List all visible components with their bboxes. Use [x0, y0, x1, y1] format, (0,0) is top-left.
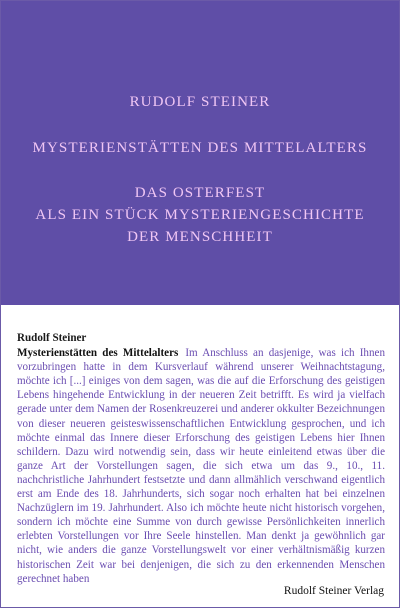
cover-title-panel: [1, 1, 399, 305]
publisher-name: Rudolf Steiner Verlag: [283, 585, 384, 597]
blurb-text: Im Anschluss an dasjenige, was ich Ihnen vorzubringen hatte in dem Kursverlauf während unserer Weihnachtstagung, möchte ich [...] einiges von dem sagen, was die auf die Erforschung des geistigen Lebens hingehende Entwicklung in der neueren Zeit betrifft. Es wird ja vielfach gerade unter dem Namen der Rosenkreuzerei und anderer okkulter Bezeichnungen von dieser neueren geisteswissenschaftlichen Entwicklung gesprochen, und ich möchte einmal das Innere dieser Erforschung des geistigen Lebens hier Ihnen schildern. Dazu wird notwendig sein, dass wir heute einleitend etwas über die ganze Art der Vorstellungen sagen, die sich etwa um das 9., 10., 11. nachchristliche Jahrhundert festsetzte und dann allmählich verschwand eigentlich erst am Ende des 18. Jahrhunderts, sich sogar noch erhalten hat bei einzelnen Nachzüglern im 19. Jahrhundert. Also ich möchte heute nicht historisch vorgehen, sondern ich möchte eine Summe von durch gewisse Persönlichkeiten innerlich erlebten Vorstellungen vor Ihre Seele hinstellen. Man denkt ja gewöhnlich gar nicht, wie anders die ganze Vorstellungswelt vor einer verhältnismäßig kurzen historischen Zeit war bei denjenigen, die sich zu den erkennenden Menschen gerechnet haben: [17, 347, 385, 585]
blurb-paragraph: [17, 346, 385, 586]
cover-title-line-4: DER MENSCHHEIT: [127, 229, 273, 245]
cover-blurb: [17, 331, 385, 586]
blurb-title: Mysterienstätten des Mittelalters: [17, 347, 179, 360]
cover-title-line-3: ALS EIN STÜCK MYSTERIENGESCHICHTE: [35, 207, 365, 223]
cover-title-line-2: DAS OSTERFEST: [134, 185, 266, 201]
cover-title-line-1: MYSTERIENSTÄTTEN DES MITTELALTERS: [32, 140, 368, 156]
cover-author: RUDOLF STEINER: [129, 94, 271, 110]
blurb-author: Rudolf Steiner: [17, 332, 87, 344]
